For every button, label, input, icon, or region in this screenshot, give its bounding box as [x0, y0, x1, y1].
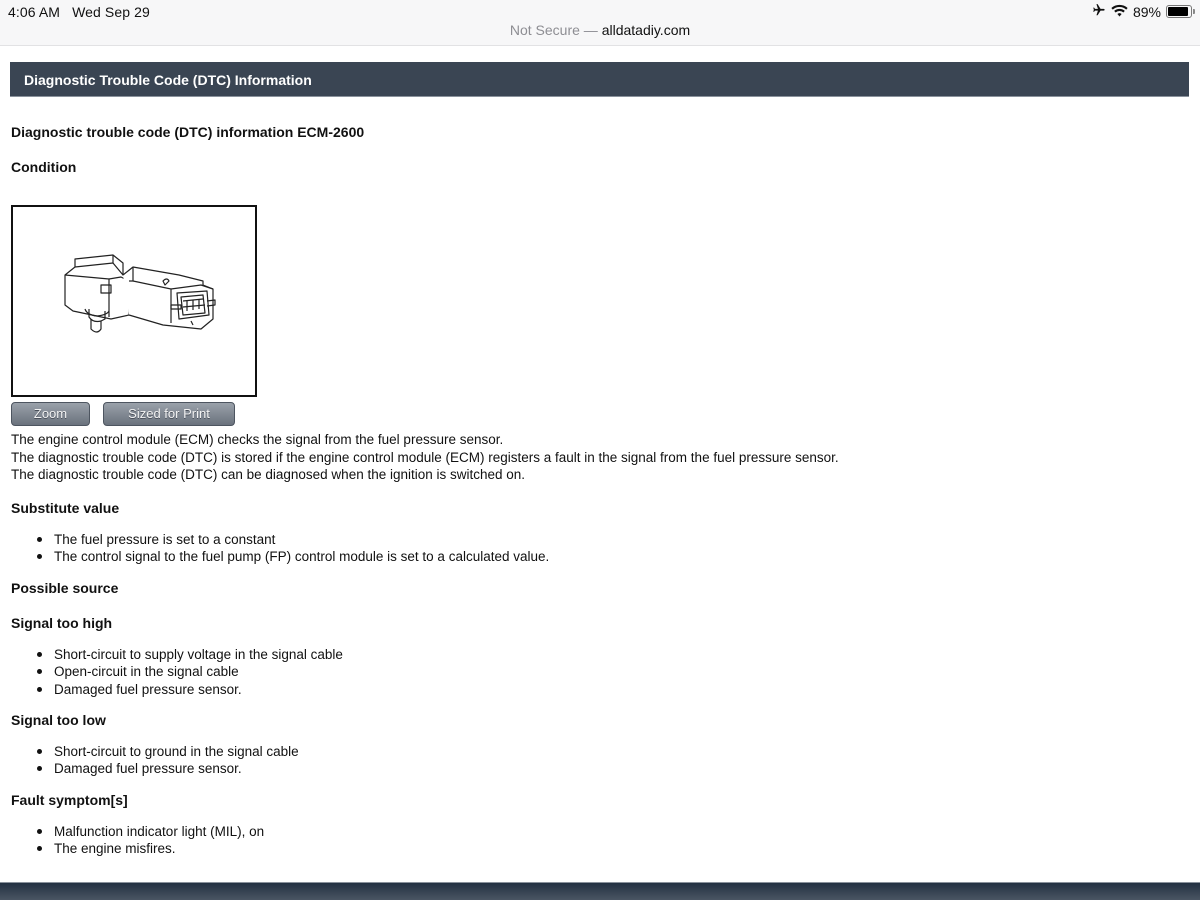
fuel-pressure-sensor-illustration — [53, 245, 223, 350]
status-date: Wed Sep 29 — [72, 4, 150, 20]
possible-source-heading: Possible source — [11, 580, 119, 596]
condition-heading: Condition — [11, 159, 77, 175]
security-label: Not Secure — — [509, 22, 598, 38]
zoom-button[interactable]: Zoom — [11, 402, 90, 426]
list-item: The fuel pressure is set to a constant — [37, 531, 549, 548]
section-header — [10, 62, 1189, 97]
signal-too-high-heading: Signal too high — [11, 615, 113, 631]
substitute-value-list — [37, 531, 549, 566]
list-item: Short-circuit to ground in the signal cable — [37, 743, 299, 760]
list-item: Damaged fuel pressure sensor. — [37, 760, 299, 777]
wifi-icon — [1111, 4, 1128, 20]
status-time: 4:06 AM — [8, 4, 61, 20]
sensor-figure[interactable] — [11, 205, 257, 397]
list-item: Open-circuit in the signal cable — [37, 663, 343, 680]
battery-percent: 89% — [1132, 3, 1161, 20]
description-line: The engine control module (ECM) checks the signal from the fuel pressure sensor. — [11, 432, 504, 447]
condition-description — [11, 431, 839, 484]
status-indicators — [1091, 3, 1192, 20]
list-item: Damaged fuel pressure sensor. — [37, 681, 343, 698]
status-clock — [8, 4, 162, 20]
ios-status-bar — [0, 0, 1200, 46]
list-item: Short-circuit to supply voltage in the signal cable — [37, 646, 343, 663]
substitute-value-heading: Substitute value — [11, 500, 120, 516]
signal-too-low-list — [37, 743, 299, 778]
page-footer-bar — [0, 882, 1200, 900]
fault-symptoms-heading: Fault symptom[s] — [11, 792, 128, 808]
battery-icon — [1166, 5, 1192, 18]
url-bar[interactable] — [0, 22, 1200, 38]
airplane-icon — [1091, 3, 1106, 20]
url-domain: alldatadiy.com — [601, 22, 691, 38]
list-item: The engine misfires. — [37, 840, 264, 857]
list-item: Malfunction indicator light (MIL), on — [37, 823, 264, 840]
document-title: Diagnostic trouble code (DTC) information ECM-2600 — [11, 124, 365, 140]
section-header-title: Diagnostic Trouble Code (DTC) Information — [24, 72, 312, 88]
description-line: The diagnostic trouble code (DTC) is stored if the engine control module (ECM) registers a fault in the signal from the fuel pressure sensor. — [11, 449, 839, 465]
fault-symptoms-list — [37, 823, 264, 858]
signal-too-high-list — [37, 646, 343, 698]
description-line: The diagnostic trouble code (DTC) can be diagnosed when the ignition is switched on. — [11, 467, 526, 482]
figure-buttons — [11, 402, 235, 426]
list-item: The control signal to the fuel pump (FP) control module is set to a calculated value. — [37, 548, 549, 565]
sized-for-print-button[interactable]: Sized for Print — [103, 402, 235, 426]
signal-too-low-heading: Signal too low — [11, 712, 106, 728]
